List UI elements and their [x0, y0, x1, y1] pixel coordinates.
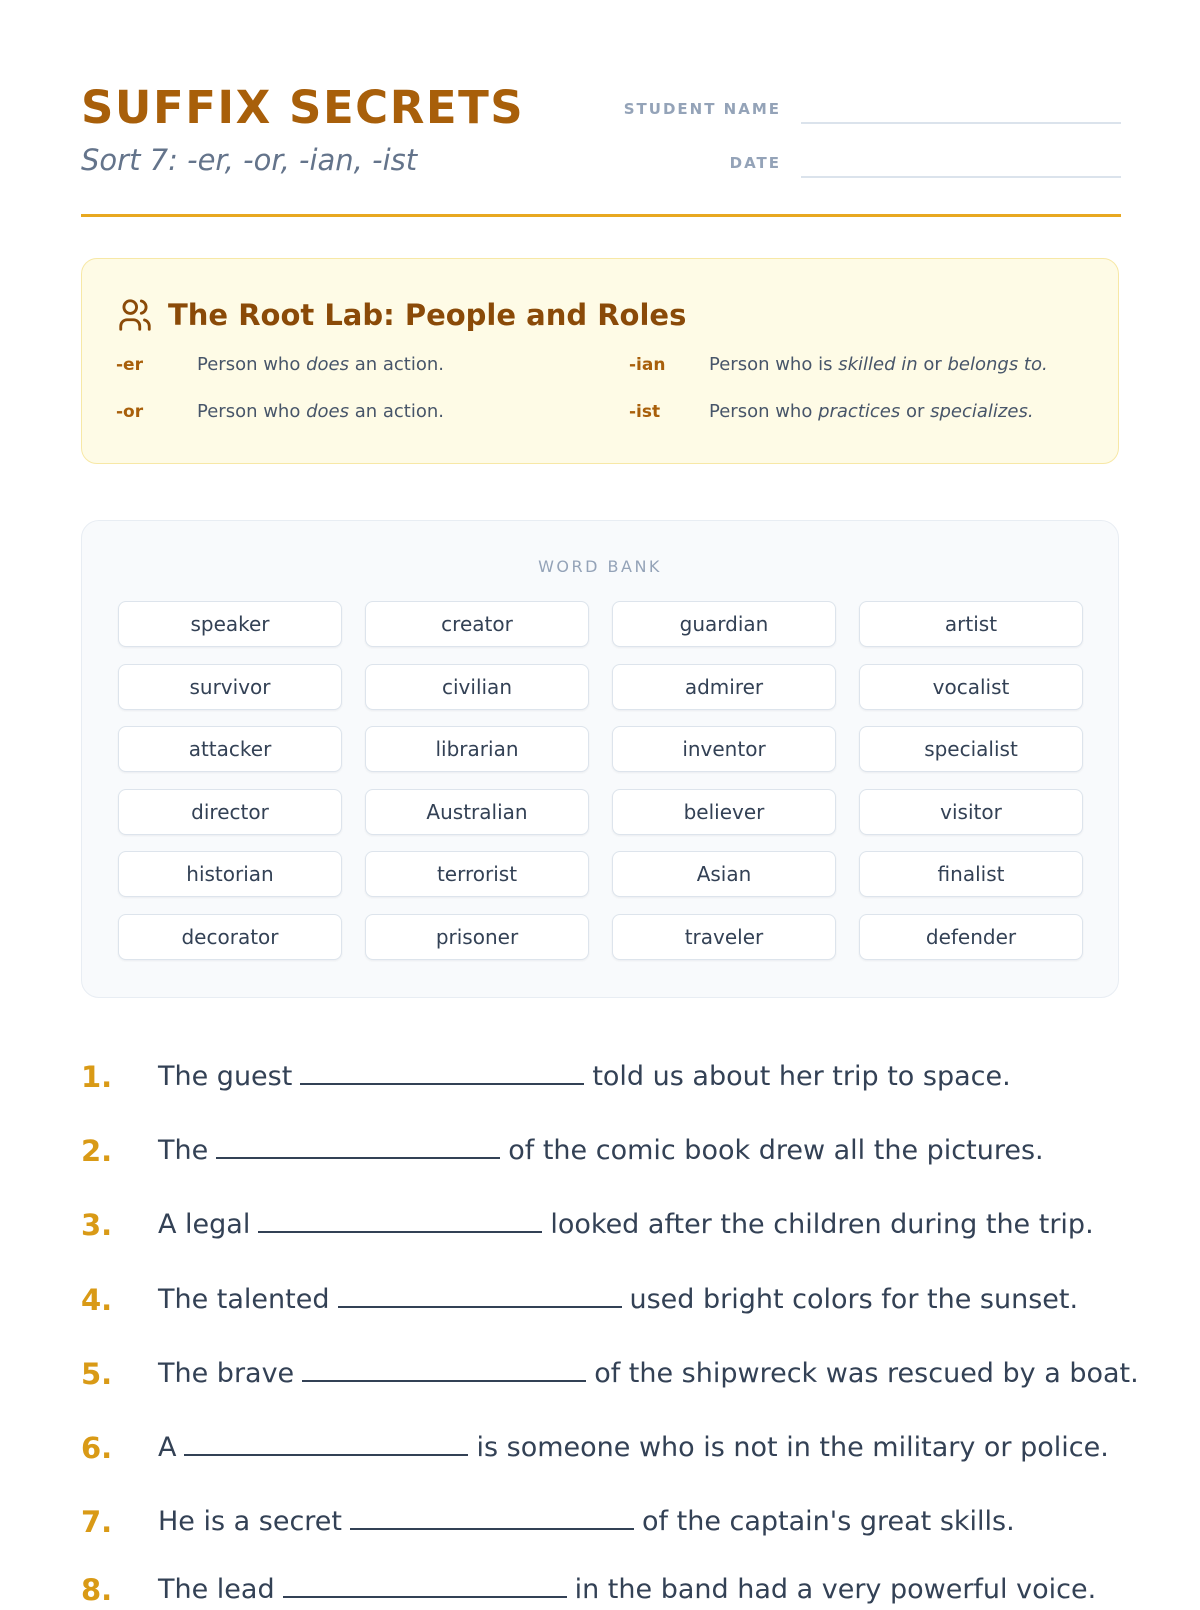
suffix-or: -or [116, 402, 144, 422]
question-number: 2. [81, 1134, 113, 1168]
date-line[interactable] [801, 176, 1121, 178]
question-number: 3. [81, 1208, 113, 1242]
answer-blank[interactable] [338, 1282, 622, 1308]
answer-blank[interactable] [258, 1207, 542, 1233]
word-chip[interactable]: artist [859, 601, 1083, 647]
page-subtitle: Sort 7: -er, -or, -ian, -ist [81, 143, 418, 177]
question-3 [81, 1205, 1141, 1245]
definition-ian: Person who is skilled in or belongs to. [709, 354, 1048, 375]
word-chip[interactable]: guardian [612, 601, 836, 647]
word-chip[interactable]: specialist [859, 726, 1083, 772]
word-chip[interactable]: traveler [612, 914, 836, 960]
people-icon [116, 296, 154, 334]
word-chip[interactable]: prisoner [365, 914, 589, 960]
answer-blank[interactable] [350, 1504, 634, 1530]
definition-or: Person who does an action. [197, 401, 444, 422]
question-text: The of the comic book drew all the pictures. [158, 1135, 1044, 1166]
word-chip[interactable]: speaker [118, 601, 342, 647]
word-chip[interactable]: terrorist [365, 851, 589, 897]
word-chip[interactable]: survivor [118, 664, 342, 710]
word-chip[interactable]: librarian [365, 726, 589, 772]
answer-blank[interactable] [216, 1133, 500, 1159]
student-name-line[interactable] [801, 122, 1121, 124]
question-number: 6. [81, 1431, 113, 1465]
word-chip[interactable]: civilian [365, 664, 589, 710]
question-number: 8. [81, 1573, 113, 1607]
student-name-field[interactable] [621, 86, 1121, 126]
answer-blank[interactable] [302, 1356, 586, 1382]
word-bank-panel [81, 520, 1119, 998]
word-bank-title: WORD BANK [538, 557, 662, 576]
question-5 [81, 1354, 1141, 1394]
root-lab-title: The Root Lab: People and Roles [168, 298, 687, 332]
question-text: The talented used bright colors for the sunset. [158, 1284, 1079, 1315]
question-4 [81, 1280, 1141, 1320]
question-text: The brave of the shipwreck was rescued by a boat. [158, 1358, 1139, 1389]
question-8 [81, 1570, 1141, 1610]
question-6 [81, 1428, 1141, 1468]
word-chip[interactable]: admirer [612, 664, 836, 710]
suffix-ist: -ist [629, 402, 661, 422]
question-7 [81, 1502, 1141, 1542]
worksheet-header [81, 78, 1121, 218]
word-chip[interactable]: historian [118, 851, 342, 897]
student-name-label: STUDENT NAME [623, 100, 781, 118]
word-chip[interactable]: attacker [118, 726, 342, 772]
question-text: The lead in the band had a very powerful voice. [158, 1574, 1097, 1605]
question-1 [81, 1057, 1141, 1097]
header-divider [81, 214, 1121, 217]
word-chip[interactable]: decorator [118, 914, 342, 960]
suffix-ian: -ian [629, 355, 666, 375]
suffix-er: -er [116, 355, 143, 375]
root-lab-panel [81, 258, 1119, 464]
question-text: A is someone who is not in the military or police. [158, 1432, 1109, 1463]
word-chip[interactable]: believer [612, 789, 836, 835]
word-chip[interactable]: Asian [612, 851, 836, 897]
word-chip[interactable]: defender [859, 914, 1083, 960]
answer-blank[interactable] [300, 1059, 584, 1085]
question-number: 4. [81, 1283, 113, 1317]
answer-blank[interactable] [184, 1430, 468, 1456]
definition-er: Person who does an action. [197, 354, 444, 375]
word-chip[interactable]: creator [365, 601, 589, 647]
question-2 [81, 1131, 1141, 1171]
word-chip[interactable]: director [118, 789, 342, 835]
word-chip[interactable]: visitor [859, 789, 1083, 835]
question-number: 7. [81, 1505, 113, 1539]
question-text: A legal looked after the children during the trip. [158, 1209, 1094, 1240]
answer-blank[interactable] [283, 1572, 567, 1598]
question-number: 5. [81, 1357, 113, 1391]
question-text: He is a secret of the captain's great skills. [158, 1506, 1015, 1537]
word-chip[interactable]: Australian [365, 789, 589, 835]
root-lab-heading [116, 295, 686, 335]
question-number: 1. [81, 1060, 113, 1094]
page-title: SUFFIX SECRETS [81, 81, 525, 134]
word-chip[interactable]: finalist [859, 851, 1083, 897]
definition-ist: Person who practices or specializes. [709, 401, 1034, 422]
date-label: DATE [729, 154, 781, 172]
date-field[interactable] [621, 140, 1121, 180]
word-chip[interactable]: inventor [612, 726, 836, 772]
question-text: The guest told us about her trip to space. [158, 1061, 1011, 1092]
word-chip[interactable]: vocalist [859, 664, 1083, 710]
